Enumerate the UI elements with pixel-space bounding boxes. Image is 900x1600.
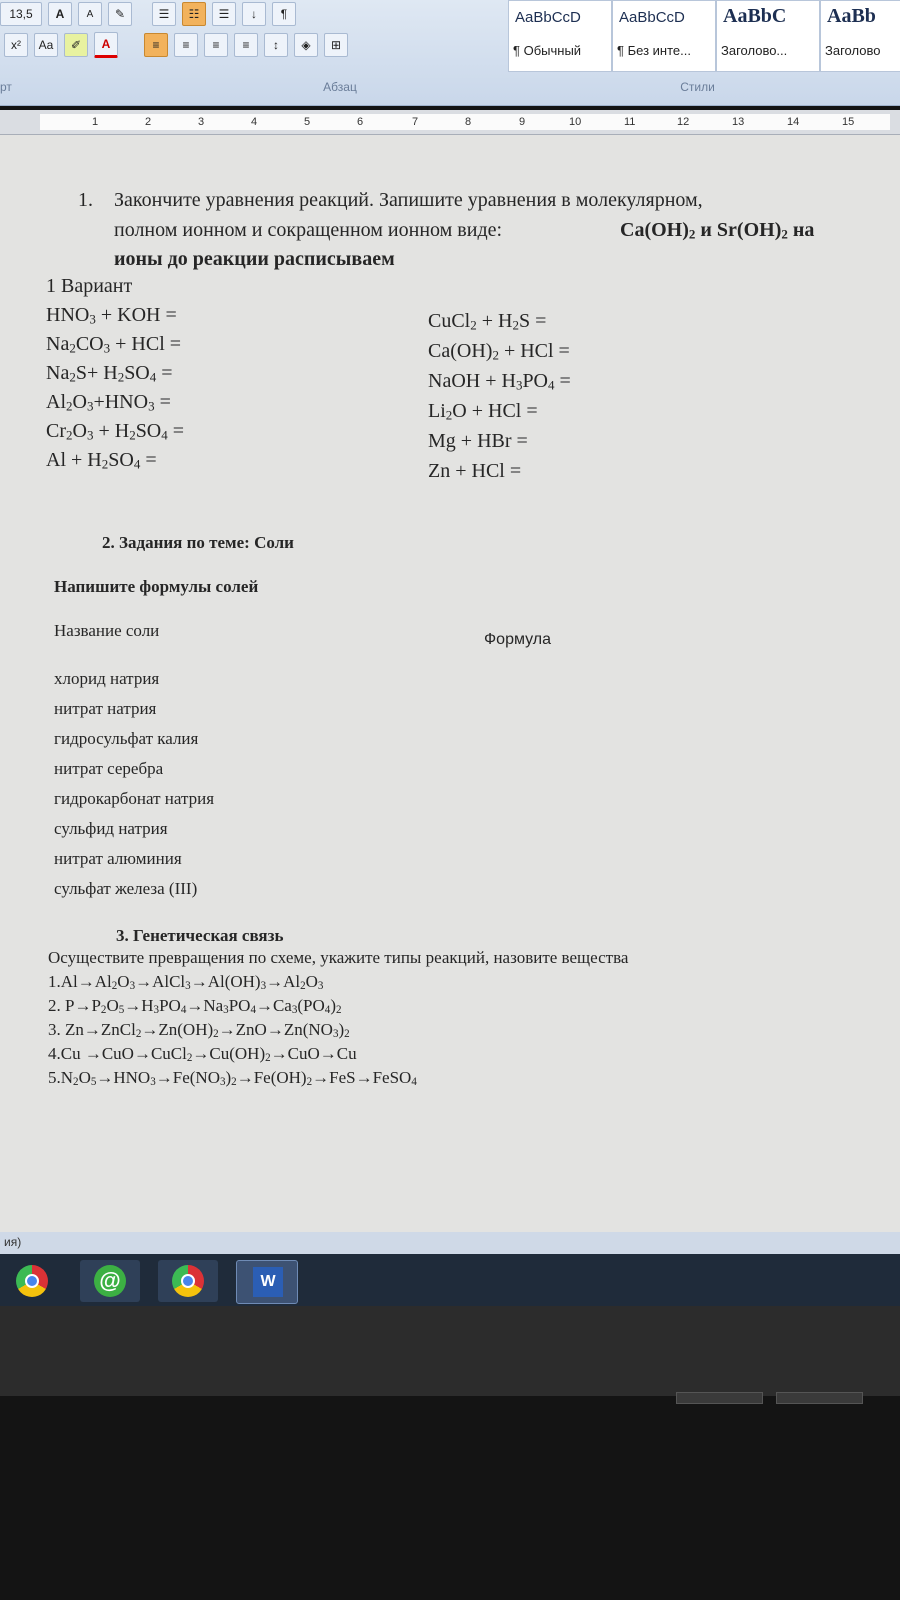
salt-item: нитрат серебра (54, 759, 164, 778)
monitor-button[interactable] (776, 1392, 863, 1404)
font-row-1 (0, 2, 296, 26)
chain-item: 2. $P\to P_2O_5\to H_3PO_4\to Na_3PO_4\to Ca_3(PO_4)_2$ (48, 996, 342, 1017)
taskbar-chrome-1[interactable] (2, 1260, 62, 1302)
style-name: ¶ Обычный (513, 43, 582, 58)
align-left-icon: ≡ (152, 38, 160, 52)
font-size-box[interactable]: 13,5 (0, 2, 42, 26)
line-spacing-icon: ↕ (273, 38, 279, 52)
chrome-icon (16, 1265, 48, 1297)
equation-right: NaOH + $H_3PO_4$ = (428, 370, 571, 393)
style-heading-1[interactable] (716, 0, 820, 72)
ribbon (0, 0, 900, 106)
equation-right: $Ca(OH)_2$ + HCl = (428, 340, 570, 363)
eraser-icon: ✎ (114, 7, 126, 21)
task3-instruction: Осуществите превращения по схеме, укажите типы реакций, назовите вещества (48, 948, 629, 967)
align-left-button[interactable] (144, 33, 168, 57)
equation-left: $Na_2CO_3$ + HCl = (46, 333, 182, 356)
equation-left: $HNO_3$ + KOH = (46, 304, 177, 327)
taskbar-mail[interactable] (80, 1260, 140, 1302)
paragraph-group-label: Абзац (323, 80, 357, 94)
task1-number: 1. (78, 189, 93, 211)
highlighter-icon: ✐ (70, 38, 82, 52)
ruler-tick: 5 (304, 116, 311, 128)
salt-item: сульфид натрия (54, 819, 168, 838)
equation-left: $Cr_2O_3 + H_2SO_4$ = (46, 420, 185, 443)
equation-left: $Al_2O_3+HNO_3$ = (46, 391, 171, 414)
salt-item: сульфат железа (III) (54, 879, 198, 898)
style-name: Заголово (825, 43, 881, 58)
borders-icon: ⊞ (330, 38, 342, 52)
sort-button[interactable] (242, 2, 266, 26)
numbering-button[interactable] (182, 2, 206, 26)
style-name: ¶ Без инте... (617, 43, 691, 58)
font-group-label: рт (0, 80, 12, 94)
style-heading-2[interactable] (820, 0, 900, 72)
ruler-tick: 8 (465, 116, 472, 128)
task2-subtitle: Напишите формулы солей (54, 577, 259, 596)
mail-agent-icon: @ (94, 1265, 126, 1297)
ruler-tick: 7 (412, 116, 419, 128)
ruler-tick: 12 (677, 116, 690, 128)
paint-bucket-icon: ◈ (301, 38, 311, 52)
font-row-2 (4, 32, 348, 58)
ruler-tick: 4 (251, 116, 258, 128)
salt-item: хлорид натрия (54, 669, 160, 688)
borders-button[interactable] (324, 33, 348, 57)
style-no-spacing[interactable] (612, 0, 716, 72)
ruler-tick: 14 (787, 116, 800, 128)
ruler-tick: 1 (92, 116, 99, 128)
chrome-icon (172, 1265, 204, 1297)
equation-right: $Li_2O$ + HCl = (428, 400, 538, 423)
shading-button[interactable] (294, 33, 318, 57)
line-spacing-button[interactable] (264, 33, 288, 57)
style-sample: AaBbCcD (515, 9, 581, 26)
horizontal-ruler[interactable] (0, 110, 900, 135)
style-name: Заголово... (721, 43, 788, 58)
status-bar (0, 1232, 900, 1254)
status-text: ия) (4, 1235, 22, 1249)
bullets-icon: ☰ (158, 7, 170, 21)
superscript-button[interactable]: x² (4, 33, 28, 57)
salt-item: гидросульфат калия (54, 729, 199, 748)
task1-line3: ионы до реакции расписываем (114, 248, 395, 270)
align-right-icon: ≡ (212, 38, 220, 52)
ruler-tick: 9 (519, 116, 526, 128)
equation-left: $Na_2S+ H_2SO_4$ = (46, 362, 173, 385)
ruler-tick: 6 (357, 116, 364, 128)
style-sample: AaBbCcD (619, 9, 685, 26)
chain-item: $4.Cu \to CuO\to CuCl_2\to Cu(OH)_2\to CuO\to Cu$ (48, 1044, 357, 1065)
task3-title: 3. Генетическая связь (116, 926, 284, 945)
ruler-tick: 3 (198, 116, 205, 128)
bullets-button[interactable] (152, 2, 176, 26)
justify-button[interactable] (234, 33, 258, 57)
chain-item: $5.N_2O_5\to HNO_3\to Fe(NO_3)_2\to Fe(OH)_2\to FeS\to FeSO_4$ (48, 1068, 417, 1089)
ruler-tick: 13 (732, 116, 745, 128)
multilevel-button[interactable] (212, 2, 236, 26)
align-right-button[interactable] (204, 33, 228, 57)
word-icon: W (253, 1267, 283, 1297)
equation-right: Mg + HBr = (428, 430, 528, 452)
formula-header: Формула (484, 631, 552, 648)
task2-title: 2. Задания по теме: Соли (102, 533, 294, 552)
salt-item: гидрокарбонат натрия (54, 789, 215, 808)
change-case-button[interactable]: Aa (34, 33, 58, 57)
ruler-tick: 10 (569, 116, 582, 128)
task1-line1: Закончите уравнения реакций. Запишите уравнения в молекулярном, (114, 189, 703, 211)
clear-format-button[interactable] (108, 2, 132, 26)
variant-label: 1 Вариант (46, 275, 133, 297)
taskbar-chrome-2[interactable] (158, 1260, 218, 1302)
multilevel-icon: ☰ (218, 7, 230, 21)
font-color-button[interactable]: A (94, 32, 118, 58)
shrink-font-button[interactable]: A (78, 2, 102, 26)
chain-item: 3. $Zn\to ZnCl_2\to Zn(OH)_2\to ZnO\to Zn(NO_3)_2$ (48, 1020, 350, 1041)
pilcrow-icon: ¶ (280, 7, 288, 21)
salt-item: нитрат натрия (54, 699, 157, 718)
monitor-button[interactable] (676, 1392, 763, 1404)
salt-name-header: Название соли (54, 621, 160, 640)
monitor-bezel (0, 1306, 900, 1396)
taskbar-word[interactable] (236, 1260, 298, 1304)
grow-font-button[interactable]: A (48, 2, 72, 26)
taskbar (0, 1254, 900, 1306)
task1-line2: полном ионном и сокращенном ионном виде: (114, 219, 503, 241)
equation-left: $Al + H_2SO_4$ = (46, 449, 157, 472)
show-marks-button[interactable] (272, 2, 296, 26)
equation-right: CuCl$_2$ + $H_2S$ = (428, 310, 547, 333)
ruler-tick: 15 (842, 116, 855, 128)
highlight-button[interactable] (64, 33, 88, 57)
equation-right: Zn + HCl = (428, 460, 522, 482)
numbering-icon: ☷ (188, 7, 200, 21)
style-normal[interactable] (508, 0, 612, 72)
ruler-tick: 2 (145, 116, 152, 128)
styles-group-label: Стили (680, 80, 715, 94)
ruler-tick: 11 (624, 116, 636, 128)
document-page[interactable] (0, 135, 900, 1235)
style-sample: AaBb (827, 5, 876, 27)
chain-item: $1.Al\to Al_2O_3\to AlCl_3\to Al(OH)_3\to Al_2O_3$ (48, 972, 324, 993)
sort-icon: ↓ (251, 7, 257, 21)
task1-bases: $Ca(OH)_2$ и $Sr(OH)_2$ на (620, 219, 815, 242)
style-sample: AaBbC (723, 5, 787, 27)
justify-icon: ≡ (242, 38, 250, 52)
ruler-track (40, 114, 890, 130)
salt-item: нитрат алюминия (54, 849, 182, 868)
align-center-icon: ≡ (182, 38, 190, 52)
align-center-button[interactable] (174, 33, 198, 57)
